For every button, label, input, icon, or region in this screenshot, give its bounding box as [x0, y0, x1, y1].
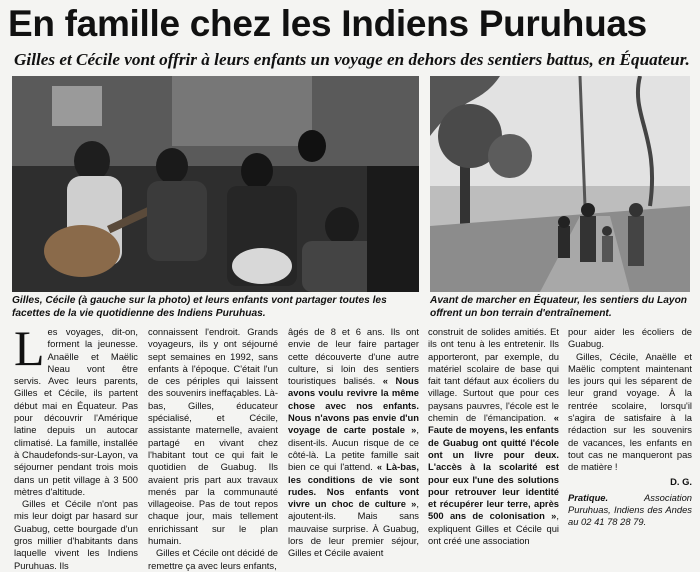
- paragraph-guabug: Gilles et Cécile n'ont pas mis leur doigt par hasard sur Guabug, cette bourgade d'un gros millier d'habitants dans laquelle vivent les Indiens Puruhuas. Ils: [14, 498, 138, 571]
- family-guitar-photo: [12, 76, 419, 292]
- article-column-2: [148, 326, 278, 572]
- paragraph-intro: es voyages, dit-on, forment la jeunesse. Anaëlle et Maëlic Neau vont être servis. Avec leurs parents, Gilles et Cécile, ils partent début mai en Équateur. Pas pour découvrir l'Amérique latine depuis un autocar climatisé. La famille, installée à Chaudefonds-sur-Layon, va séjourner pendant trois mois dans un petit village à 3 500 mètres d'altitude.: [14, 326, 138, 497]
- paragraph-conclusion: Gilles, Cécile, Anaëlle et Maëlic comptent maintenant les jours qui les séparent de leur grand voyage. À la rentrée scolaire, lorsqu'il s'agira de satisfaire à la rédaction sur les souvenirs de vacances, les enfants en tout cas ne manqueront pas de matière !: [568, 350, 692, 473]
- author-signature: D. G.: [670, 475, 692, 487]
- paragraph-association: pour aider les écoliers de Guabug.: [568, 326, 692, 350]
- quote-choc-culture: « Là-bas, les conditions de vie sont rudes. Nos enfants vont vivre un choc de culture »: [288, 461, 419, 510]
- photo-caption-left: Gilles, Cécile (à gauche sur la photo) et leurs enfants vont partager toutes les facettes de la vie quotidienne des Indiens Puruhuas.: [12, 295, 387, 319]
- drop-cap: L: [14, 320, 45, 376]
- article-headline: En famille chez les Indiens Puruhuas: [8, 3, 647, 44]
- trail-walk-photo: [430, 76, 690, 292]
- practical-info: Pratique. Association Puruhuas, Indiens des Andes au 02 41 78 28 79.: [568, 491, 692, 528]
- paragraph-decision: Gilles et Cécile ont décidé de remettre ça avec leurs enfants,: [148, 547, 278, 571]
- paragraph-culture: âgés de 8 et 6 ans. Ils ont envie de leur faire partager cette découverte d'une autre culture, si loin des sentiers touristiques balisés. « Nous avons voulu revivre la même chose avec nos enfants. Nous n'avons pas envie d'un voyage de carte postale », disent-ils. Aucun risque de ce côté-là. La petite famille sait bien ce qui l'attend. « Là-bas, les conditions de vie sont rudes. Nos enfants vont vivre un choc de culture », ajoutent-ils. Mais sans mauvaise surprise. À Guabug, lors de leur premier séjour, Gilles et Cécile avaient: [288, 326, 419, 559]
- paragraph-school: construit de solides amitiés. Et ils ont tenu à les entretenir. Ils apporteront, par exemple, du matériel scolaire de base qui fait tant défaut aux écoliers du village. Surtout que pour ces paysans pauvres, l'école est le chemin de l'émancipation. « Faute de moyens, les enfants de Guabug ont quitté l'école ont un livre pour deux. L'accès à la scolarité est pour eux l'une des solutions pour retrouver leur identité et récupérer leur terre, après 500 ans de colonisation », expliquent Gilles et Cécile qui ont créé une association: [428, 326, 559, 547]
- quote-school: « Faute de moyens, les enfants de Guabug ont quitté l'école ont un livre pour deux. L'accès à la scolarité est pour eux l'une des solutions pour retrouver leur identité et récupérer leur terre, après 500 ans de colonisation »: [428, 412, 559, 522]
- article-column-1: [14, 320, 138, 572]
- quote-carte-postale: « Nous avons voulu revivre la même chose avec nos enfants. Nous n'avons pas envie d'un voyage de carte postale »: [288, 375, 419, 436]
- article-column-3: [288, 326, 419, 560]
- article-column-5: [568, 326, 692, 529]
- article-column-4: [428, 326, 559, 547]
- paragraph-previous-trip: connaissent l'endroit. Grands voyageurs, ils y ont séjourné sept semaines en 1992, sans enfants à l'époque. C'était l'un de ces périples qui laissent des souvenirs ineffaçables. Là-bas, Gilles, éducateur spécialisé, et Cécile, assistante maternelle, avaient partagé en vivant chez l'habitant tout ce qui fait le quotidien de Guabug. Ils avaient pris part aux travaux menés par la communauté villageoise. Pas de tout repos chaque jour, mais tellement enrichissant sur le plan humain.: [148, 326, 278, 547]
- photo-caption-right: Avant de marcher en Équateur, les sentiers du Layon offrent un bon terrain d'entraînement.: [430, 295, 688, 319]
- article-subhead: Gilles et Cécile vont offrir à leurs enfants un voyage en dehors des sentiers battus, en Équateur.: [14, 50, 690, 69]
